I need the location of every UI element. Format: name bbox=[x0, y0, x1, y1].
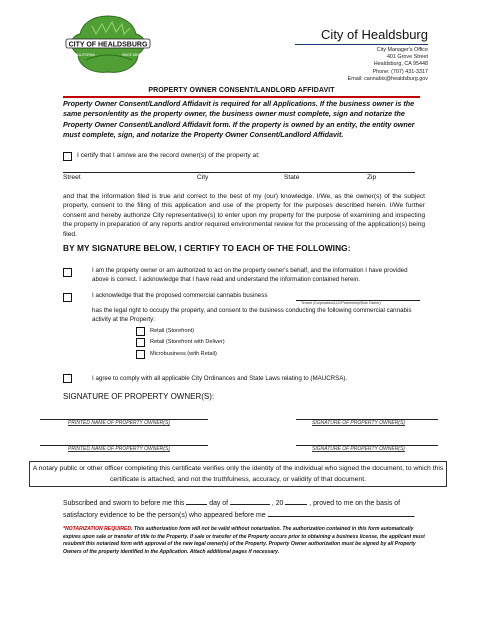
city-label: City bbox=[197, 174, 209, 181]
printed-name-caption-1: PRINTED NAME OF PROPERTY OWNER(S) bbox=[68, 420, 170, 426]
svg-text:CALIFORNIA: CALIFORNIA bbox=[76, 53, 96, 57]
sworn-text-1: Subscribed and sworn to before me this bbox=[63, 500, 185, 507]
signature-certify-heading: BY MY SIGNATURE BELOW, I CERTIFY TO EACH OF THE FOLLOWING: bbox=[63, 243, 351, 253]
tenant-caption: Tenant (Corporation/LLC/Partnership/Sole Owner) bbox=[301, 301, 381, 305]
sworn-text-4: , proved to me on the basis of bbox=[309, 500, 401, 507]
sworn-text-5: satisfactory evidence to be the person(s) who appeared before me bbox=[63, 512, 266, 519]
retail-delivery-checkbox[interactable] bbox=[136, 338, 145, 347]
signature-caption-2: SIGNATURE OF PROPERTY OWNER(S) bbox=[312, 446, 405, 452]
statement-2-rest-text: has the legal right to occupy the property, and consent to the business conducting the following commercial cannabis activity at the Property: bbox=[92, 307, 412, 323]
consent-paragraph: and that the information filed is true and correct to the best of my (our) knowledge. I/We, as the owner(s) of the subject property, consent to the filing of this application and use of the property for the purposes described herein. I/We further consent and hereby authorize City representative(s) to enter upon my property for the purpose of examining and inspecting the property in preparation of any reports and/or required environmental review for the processing of the application(s) being filed. bbox=[63, 193, 425, 238]
title-rule-divider bbox=[295, 44, 428, 45]
statement-3-text: I agree to comply with all applicable City Ordinances and State Laws relating to (MAUCRSA). bbox=[92, 375, 348, 382]
sworn-text-3: , 20 bbox=[271, 500, 284, 507]
street-label: Street bbox=[63, 174, 81, 181]
notarization-text: This authorization form will not be valid without notarization. The authorization contained in this form automatically expires upon sale or transfer of title to the Property. If sale or transfer of the Property occurs prior to obtaining a business license, the applicant must resubmit this notarized form with approval of the new legal owner(s) of the Property. Property Owner authorization must be signed by all Property Owners of the property identified in the Application. Attach additional pages if necessary. bbox=[63, 526, 425, 555]
retail-storefront-option: Retail (Storefront) bbox=[150, 328, 195, 334]
sworn-line-1 bbox=[63, 496, 427, 507]
intro-paragraph: Property Owner Consent/Landlord Affidavit is required for all Applications. If the business owner is the same person/entity as the property owner, the business owner must complete, sign and notarize the Property Owner Consent/Landlord Affidavit form. If the property is owned by an entity, the entity owner must complete, sign, and notarize the Property Owner Consent/Landlord Affidavit. bbox=[63, 99, 415, 139]
sworn-text-2: day of bbox=[209, 500, 229, 507]
statement-1-text: I am the property owner or am authorized to act on the property owner's behalf, and the information I have provided above is correct. I acknowledge that I have read and understand the information contained herein. bbox=[92, 267, 408, 283]
notarization-notice bbox=[63, 526, 427, 556]
signature-caption-1: SIGNATURE OF PROPERTY OWNER(S) bbox=[312, 420, 405, 426]
statement-3-checkbox[interactable] bbox=[63, 374, 72, 383]
state-label: State bbox=[284, 174, 300, 181]
signature-owners-label: SIGNATURE OF PROPERTY OWNER(S): bbox=[63, 392, 215, 401]
retail-delivery-option: Retail (Storefront with Deliver) bbox=[150, 339, 225, 345]
statement-2-checkbox[interactable] bbox=[63, 293, 72, 302]
address-line: Phone: (707) 431-3317 bbox=[372, 68, 428, 75]
certify-owner-text: I certify that I am/we are the record owner(s) of the property at: bbox=[77, 152, 260, 159]
notarization-label: *NOTARIZATION REQUIRED. bbox=[63, 526, 133, 532]
retail-storefront-checkbox[interactable] bbox=[136, 327, 145, 336]
property-address-line[interactable] bbox=[63, 172, 415, 173]
city-name-title: City of Healdsburg bbox=[321, 27, 428, 42]
zip-label: Zip bbox=[367, 174, 377, 181]
form-title-banner: PROPERTY OWNER CONSENT/LANDLORD AFFIDAVIT bbox=[63, 86, 420, 98]
address-line: 401 Grove Street bbox=[386, 54, 428, 61]
certify-owner-checkbox[interactable] bbox=[63, 152, 72, 161]
sworn-appeared-field[interactable] bbox=[268, 508, 414, 517]
sworn-month-field[interactable] bbox=[230, 496, 270, 505]
notary-notice-box: A notary public or other officer completing this certificate verifies only the identity of the individual who signed the document, to which this certificate is attached, and not the truthfulness, accuracy, or validity of that document. bbox=[29, 461, 447, 487]
city-seal-logo bbox=[62, 14, 154, 76]
microbusiness-option: Microbusiness (with Retail) bbox=[150, 351, 217, 357]
sworn-year-field[interactable] bbox=[285, 496, 307, 505]
sworn-day-field[interactable] bbox=[186, 496, 207, 505]
address-line: Healdsburg, CA 95448 bbox=[373, 61, 428, 68]
statement-1-checkbox[interactable] bbox=[63, 268, 72, 277]
svg-text:CITY OF HEALDSBURG: CITY OF HEALDSBURG bbox=[68, 41, 148, 49]
sworn-line-2: satisfactory evidence to be the person(s) who appeared before me . bbox=[63, 508, 415, 519]
office-address-block bbox=[348, 47, 428, 83]
microbusiness-checkbox[interactable] bbox=[136, 350, 145, 359]
svg-text:SINCE 1867: SINCE 1867 bbox=[122, 53, 140, 57]
address-line: Email: cannabis@healdsburg.gov bbox=[347, 75, 428, 82]
address-line: City Manager's Office bbox=[376, 47, 428, 53]
printed-name-caption-2: PRINTED NAME OF PROPERTY OWNER(S) bbox=[68, 446, 170, 452]
statement-2-lead-text: I acknowledge that the proposed commercial cannabis business bbox=[92, 292, 268, 299]
